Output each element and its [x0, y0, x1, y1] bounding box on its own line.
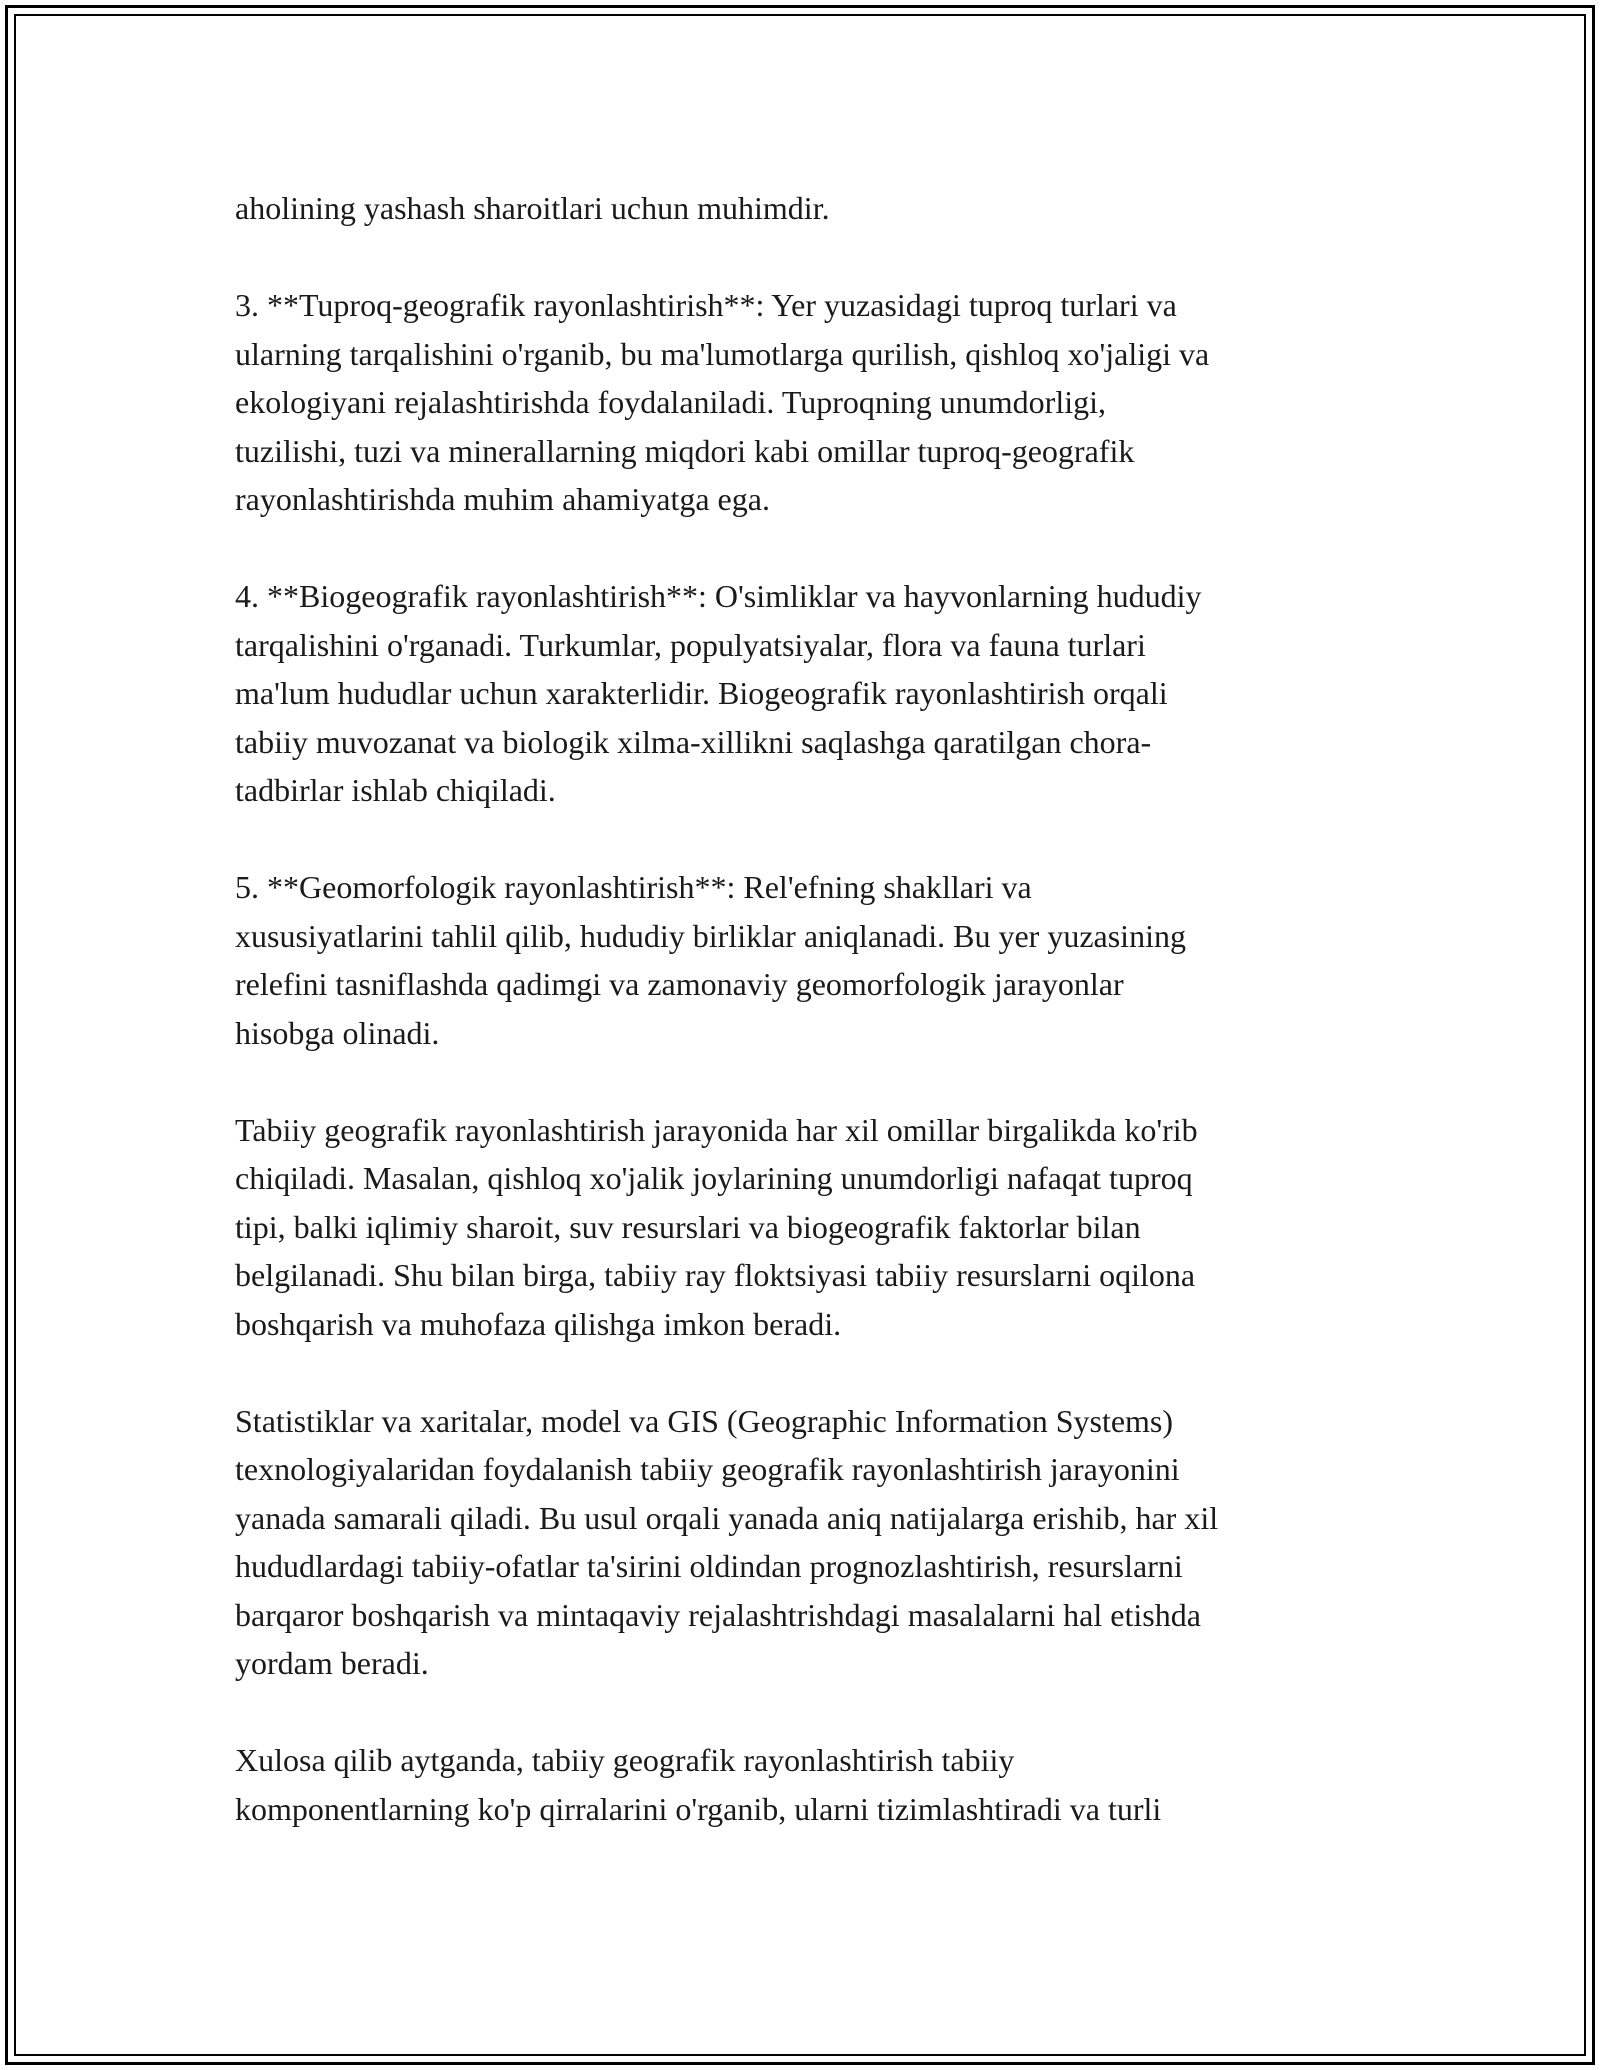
paragraph-geomorphology: 5. **Geomorfologik rayonlashtirish**: Rel'efning shakllari va xususiyatlarini tahlil qilib, hududiy birliklar aniqlanadi. Bu yer yuzasining relefini tasniflashda qadimgi va zamonaviy geomorfologik jarayonlar hisobga olinadi.: [235, 869, 1186, 1051]
paragraph-gis-statistics: Statistiklar va xaritalar, model va GIS (Geographic Information Systems) texnologiyalaridan foydalanish tabiiy geografik rayonlashtirish jarayonini yanada samarali qiladi. Bu usul orqali yanada aniq natijalarga erishib, har xil hududlardagi tabiiy-ofatlar ta'sirini oldindan prognozlashtirish, resurslarni barqaror boshqarish va mintaqaviy rejalashtrishdagi masalalarni hal etishda yordam beradi.: [235, 1402, 1219, 1681]
document-body: [235, 184, 1375, 1882]
paragraph-conclusion: Xulosa qilib aytganda, tabiiy geografik rayonlashtirish tabiiy komponentlarning ko'p qirralarini o'rganib, ularni tizimlashtiradi va turli: [235, 1742, 1162, 1827]
paragraph-biogeography: 4. **Biogeografik rayonlashtirish**: O'simliklar va hayvonlarning hududiy tarqalishini o'rganadi. Turkumlar, populyatsiyalar, flora va fauna turlari ma'lum hududlar uchun xarakterlidir. Biogeografik rayonlashtirish orqali tabiiy muvozanat va biologik xilma-xillikni saqlashga qaratilgan chora- tadbirlar ishlab chiqiladi.: [235, 578, 1202, 808]
paragraph-combined-factors: Tabiiy geografik rayonlashtirish jarayonida har xil omillar birgalikda ko'rib chiqiladi. Masalan, qishloq xo'jalik joylarining unumdorligi nafaqat tuproq tipi, balki iqlimiy sharoit, suv resurslari va biogeografik faktorlar bilan belgilanadi. Shu bilan birga, tabiiy ray floktsiyasi tabiiy resurslarni oqilona boshqarish va muhofaza qilishga imkon beradi.: [235, 1111, 1198, 1342]
paragraph-intro-fragment: aholining yashash sharoitlari uchun muhimdir.: [235, 190, 830, 226]
paragraph-soil-geography: 3. **Tuproq-geografik rayonlashtirish**: Yer yuzasidagi tuproq turlari va ularning tarqalishini o'rganib, bu ma'lumotlarga qurilish, qishloq xo'jaligi va ekologiyani rejalashtirishda foydalaniladi. Tuproqning unumdorligi, tuzilishi, tuzi va minerallarning miqdori kabi omillar tuproq-geografik rayonlashtirishda muhim ahamiyatga ega.: [235, 287, 1210, 517]
